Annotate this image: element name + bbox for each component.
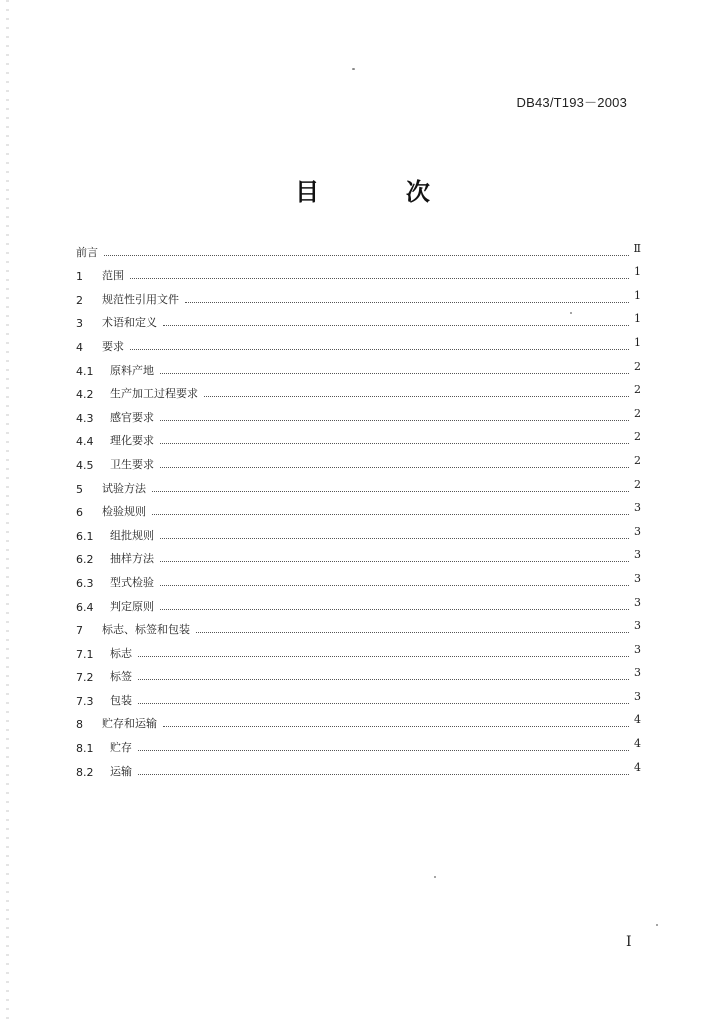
toc-entry[interactable] — [76, 354, 641, 378]
toc-entry-page: 3 — [634, 642, 641, 656]
toc-entry-label: 组批规则 — [110, 528, 154, 542]
toc-entry[interactable] — [76, 637, 641, 661]
page-number: I — [626, 934, 632, 950]
toc-entry[interactable] — [76, 755, 641, 779]
toc-dot-leader — [196, 631, 629, 633]
toc-entry[interactable] — [76, 590, 641, 614]
toc-entry[interactable] — [76, 614, 641, 638]
toc-dot-leader — [138, 749, 629, 751]
toc-entry-page: 2 — [634, 430, 641, 444]
toc-entry-number: 6.3 — [76, 576, 94, 590]
toc-entry[interactable] — [76, 425, 641, 449]
toc-entry-number: 7.3 — [76, 694, 94, 708]
toc-dot-leader — [160, 372, 629, 374]
toc-entry-number: 8.1 — [76, 742, 94, 756]
toc-entry-page: 2 — [634, 477, 641, 491]
toc-entry-label: 范围 — [102, 269, 124, 283]
toc-entry-page: 2 — [634, 406, 641, 420]
toc-entry[interactable] — [76, 330, 641, 354]
toc-entry-label: 生产加工过程要求 — [110, 387, 198, 401]
toc-entry-label: 标签 — [110, 670, 132, 684]
toc-entry-label: 卫生要求 — [110, 457, 154, 471]
toc-dot-leader — [160, 537, 629, 539]
toc-entry-number: 4 — [76, 340, 83, 354]
toc-dot-leader — [152, 513, 629, 515]
toc-dot-leader — [160, 608, 629, 610]
toc-title-char-2: 次 — [405, 178, 430, 206]
toc-entry-number: 8 — [76, 718, 83, 732]
toc-entry-number: 6.2 — [76, 553, 94, 567]
toc-entry-label: 包装 — [110, 693, 132, 707]
toc-entry-label: 标志 — [110, 646, 132, 660]
toc-entry-label: 术语和定义 — [102, 316, 157, 330]
toc-entry-label: 判定原则 — [110, 599, 154, 613]
toc-entry-number: 6.1 — [76, 529, 94, 543]
toc-entry[interactable] — [76, 283, 641, 307]
toc-entry-number: 3 — [76, 317, 83, 331]
table-of-contents — [76, 236, 641, 779]
toc-entry[interactable] — [76, 401, 641, 425]
toc-entry-page: Ⅱ — [633, 241, 641, 255]
toc-entry-label: 型式检验 — [110, 575, 154, 589]
scan-speck — [656, 924, 658, 926]
toc-entry-page: 4 — [634, 760, 641, 774]
toc-entry[interactable] — [76, 684, 641, 708]
toc-entry-page: 3 — [634, 595, 641, 609]
toc-entry-label: 标志、标签和包装 — [102, 623, 190, 637]
toc-entry-label: 规范性引用文件 — [102, 292, 179, 306]
toc-dot-leader — [138, 773, 629, 775]
toc-entry[interactable] — [76, 519, 641, 543]
scan-speck — [570, 312, 572, 314]
toc-entry-label: 运输 — [110, 764, 132, 778]
toc-entry[interactable] — [76, 731, 641, 755]
toc-entry-number: 5 — [76, 482, 83, 496]
toc-entry-number: 6 — [76, 506, 83, 520]
toc-entry-page: 2 — [634, 383, 641, 397]
toc-entry-label: 抽样方法 — [110, 552, 154, 566]
toc-entry-number: 4.4 — [76, 435, 94, 449]
toc-entry-label: 要求 — [102, 339, 124, 353]
toc-dot-leader — [130, 348, 629, 350]
toc-entry-page: 3 — [634, 571, 641, 585]
toc-entry-number: 8.2 — [76, 765, 94, 779]
toc-entry-page: 3 — [634, 666, 641, 680]
toc-entry-number: 4.2 — [76, 388, 94, 402]
scan-speck — [434, 876, 436, 878]
toc-dot-leader — [204, 395, 629, 397]
toc-entry[interactable] — [76, 661, 641, 685]
toc-entry-number: 2 — [76, 293, 83, 307]
toc-title-char-1: 目 — [295, 178, 320, 206]
toc-entry[interactable] — [76, 496, 641, 520]
toc-entry-page: 1 — [634, 265, 641, 279]
toc-dot-leader — [138, 655, 629, 657]
toc-dot-leader — [160, 442, 629, 444]
toc-dot-leader — [163, 324, 629, 326]
toc-entry-page: 3 — [634, 689, 641, 703]
toc-entry-page: 2 — [634, 359, 641, 373]
toc-dot-leader — [138, 678, 629, 680]
toc-dot-leader — [160, 584, 629, 586]
toc-entry-number: 4.3 — [76, 411, 94, 425]
toc-dot-leader — [185, 301, 629, 303]
toc-entry-page: 1 — [634, 335, 641, 349]
toc-entry-label: 感官要求 — [110, 410, 154, 424]
toc-entry[interactable] — [76, 260, 641, 284]
toc-entry-page: 3 — [634, 501, 641, 515]
scan-speck — [352, 68, 355, 70]
toc-entry-label: 贮存 — [110, 741, 132, 755]
toc-dot-leader — [130, 277, 629, 279]
toc-entry-page: 2 — [634, 453, 641, 467]
toc-entry[interactable] — [76, 472, 641, 496]
toc-entry-label: 前言 — [76, 245, 98, 259]
toc-dot-leader — [160, 560, 629, 562]
toc-entry-page: 3 — [634, 548, 641, 562]
toc-entry-label: 检验规则 — [102, 505, 146, 519]
toc-entry-number: 6.4 — [76, 600, 94, 614]
toc-entry-label: 理化要求 — [110, 434, 154, 448]
toc-entry-page: 3 — [634, 619, 641, 633]
toc-entry-number: 7 — [76, 624, 83, 638]
toc-entry[interactable] — [76, 708, 641, 732]
toc-entry-page: 1 — [634, 312, 641, 326]
toc-dot-leader — [138, 702, 629, 704]
toc-entry-page: 4 — [634, 713, 641, 727]
toc-entry-number: 7.2 — [76, 671, 94, 685]
toc-dot-leader — [160, 419, 629, 421]
toc-dot-leader — [160, 466, 629, 468]
toc-dot-leader — [104, 254, 629, 256]
toc-entry-number: 4.5 — [76, 458, 94, 472]
toc-entry-label: 贮存和运输 — [102, 717, 157, 731]
toc-entry[interactable] — [76, 566, 641, 590]
toc-entry-label: 原料产地 — [110, 363, 154, 377]
document-code: DB43/T193－2003 — [516, 95, 627, 110]
toc-entry-page: 4 — [634, 737, 641, 751]
toc-entry-number: 4.1 — [76, 364, 94, 378]
toc-entry[interactable] — [76, 236, 641, 260]
toc-dot-leader — [152, 490, 629, 492]
toc-entry-label: 试验方法 — [102, 481, 146, 495]
toc-entry[interactable] — [76, 378, 641, 402]
toc-entry-page: 1 — [634, 288, 641, 302]
toc-entry-number: 1 — [76, 270, 83, 284]
toc-entry[interactable] — [76, 448, 641, 472]
toc-entry[interactable] — [76, 543, 641, 567]
toc-entry[interactable] — [76, 307, 641, 331]
toc-title — [0, 172, 725, 207]
toc-entry-page: 3 — [634, 524, 641, 538]
scan-edge-artifact — [6, 0, 9, 1024]
toc-dot-leader — [163, 725, 629, 727]
toc-entry-number: 7.1 — [76, 647, 94, 661]
